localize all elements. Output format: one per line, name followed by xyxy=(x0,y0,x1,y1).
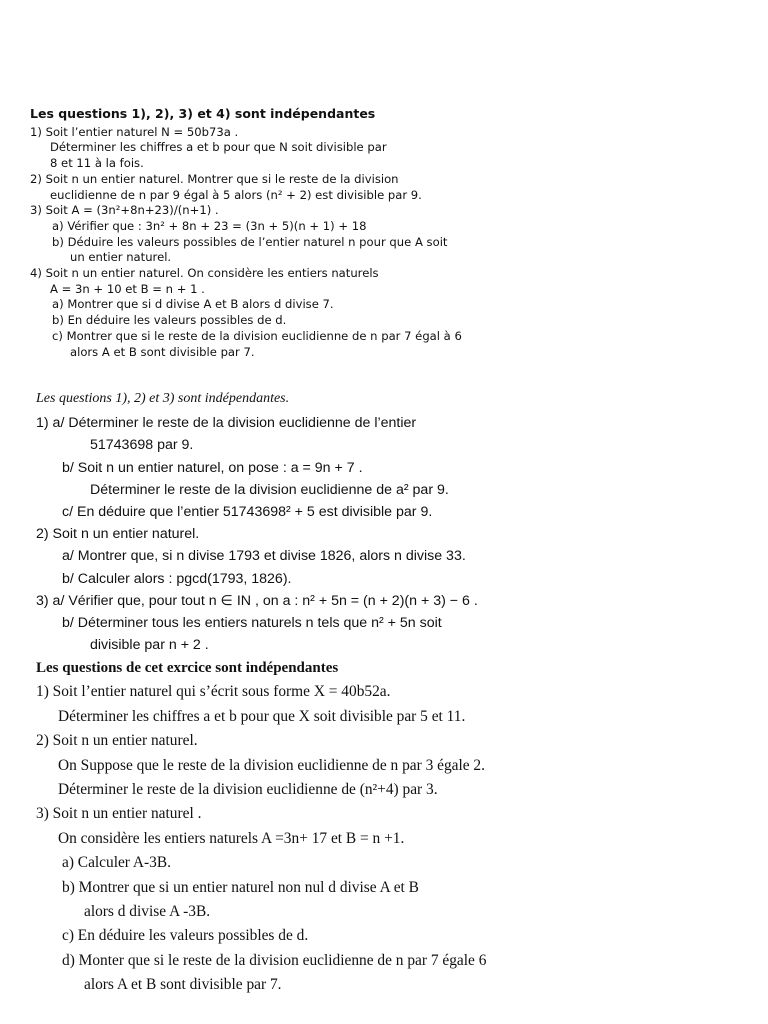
ex3-line: a) Calculer A-3B. xyxy=(62,854,171,872)
ex1-line: 3) Soit A = (3n²+8n+23)/(n+1) . xyxy=(30,203,219,218)
ex1-line: a) Vérifier que : 3n² + 8n + 23 = (3n + 5)(n + 1) + 18 xyxy=(52,218,367,233)
ex3-line: Déterminer le reste de la division euclidienne de (n²+4) par 3. xyxy=(58,781,438,799)
ex1-line: b) Déduire les valeurs possibles de l’entier naturel n pour que A soit xyxy=(52,234,448,249)
ex1-line: 8 et 11 à la fois. xyxy=(50,156,144,171)
exercise-1-title: Les questions 1), 2), 3) et 4) sont indépendantes xyxy=(30,106,376,121)
ex1-line: euclidienne de n par 9 égal à 5 alors (n² + 2) est divisible par 9. xyxy=(50,187,422,202)
ex3-line: alors A et B sont divisible par 7. xyxy=(84,976,282,994)
ex2-line: Déterminer le reste de la division euclidienne de a² par 9. xyxy=(90,481,449,498)
ex1-line: A = 3n + 10 et B = n + 1 . xyxy=(50,281,205,296)
exercise-2-title: Les questions 1), 2) et 3) sont indépendantes. xyxy=(36,391,290,406)
ex2-line: 51743698 par 9. xyxy=(90,437,194,454)
ex3-line: 3) Soit n un entier naturel . xyxy=(36,805,202,823)
exercise-3 xyxy=(36,656,736,998)
ex2-line: c/ En déduire que l’entier 51743698² + 5 est divisible par 9. xyxy=(62,504,433,521)
ex1-line: 2) Soit n un entier naturel. Montrer que si le reste de la division xyxy=(30,171,399,186)
ex1-line: c) Montrer que si le reste de la division euclidienne de n par 7 égal à 6 xyxy=(52,328,462,343)
ex1-line: Déterminer les chiffres a et b pour que N soit divisible par xyxy=(50,140,387,155)
ex2-line: divisible par n + 2 . xyxy=(90,637,209,654)
ex3-line: 1) Soit l’entier naturel qui s’écrit sous forme X = 40b52a. xyxy=(36,683,391,701)
ex3-line: On Suppose que le reste de la division euclidienne de n par 3 égale 2. xyxy=(58,756,485,774)
ex2-line: b/ Soit n un entier naturel, on pose : a = 9n + 7 . xyxy=(62,459,363,476)
ex2-line: a/ Montrer que, si n divise 1793 et divise 1826, alors n divise 33. xyxy=(62,548,466,565)
ex2-line: 1) a/ Déterminer le reste de la division euclidienne de l’entier xyxy=(36,415,417,432)
ex2-line: 3) a/ Vérifier que, pour tout n ∈ IN , on a : n² + 5n = (n + 2)(n + 3) − 6 . xyxy=(36,592,478,609)
ex2-line: b/ Calculer alors : pgcd(1793, 1826). xyxy=(62,570,292,587)
ex3-line: d) Monter que si le reste de la division euclidienne de n par 7 égale 6 xyxy=(62,951,487,969)
ex1-line: b) En déduire les valeurs possibles de d. xyxy=(52,313,287,328)
ex2-line: 2) Soit n un entier naturel. xyxy=(36,526,200,543)
ex3-line: Déterminer les chiffres a et b pour que X soit divisible par 5 et 11. xyxy=(58,707,466,725)
ex1-line: alors A et B sont divisible par 7. xyxy=(70,344,255,359)
ex3-line: b) Montrer que si un entier naturel non nul d divise A et B xyxy=(62,878,419,896)
exercise-1 xyxy=(30,106,730,360)
ex3-line: 2) Soit n un entier naturel. xyxy=(36,732,198,750)
ex1-line: a) Montrer que si d divise A et B alors d divise 7. xyxy=(52,297,334,312)
ex3-line: alors d divise A -3B. xyxy=(84,903,211,921)
ex1-line: 4) Soit n un entier naturel. On considère les entiers naturels xyxy=(30,266,379,281)
exercise-3-title: Les questions de cet exrcice sont indépendantes xyxy=(36,660,339,676)
ex3-line: c) En déduire les valeurs possibles de d. xyxy=(62,927,309,945)
ex1-line: un entier naturel. xyxy=(70,250,172,265)
ex3-line: On considère les entiers naturels A =3n+ 17 et B = n +1. xyxy=(58,829,405,847)
ex1-line: 1) Soit l’entier naturel N = 50b73a . xyxy=(30,124,239,139)
ex2-line: b/ Déterminer tous les entiers naturels n tels que n² + 5n soit xyxy=(62,615,442,632)
exercise-2 xyxy=(36,388,736,656)
